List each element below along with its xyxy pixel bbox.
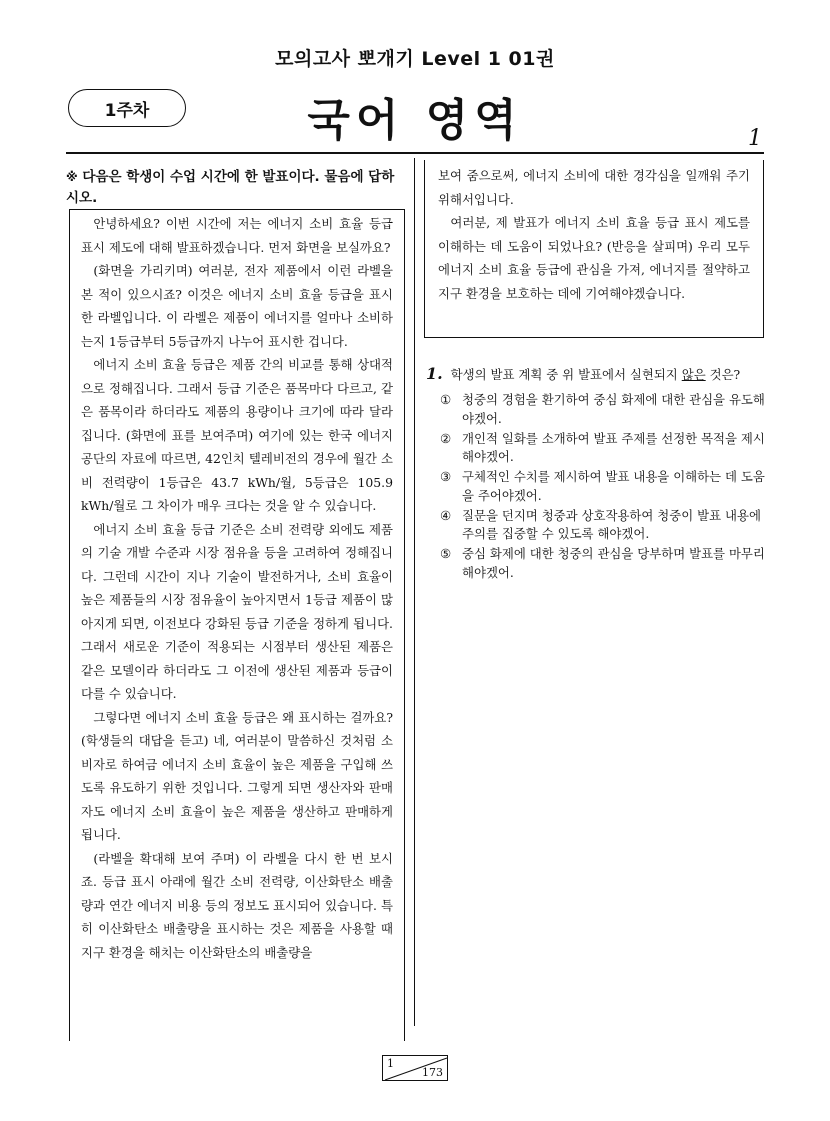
question-stem <box>426 364 766 385</box>
question-stem-text: 학생의 발표 계획 중 위 발표에서 실현되지 <box>450 367 682 382</box>
instruction-text: 다음은 학생이 수업 시간에 한 발표이다. 물음에 답하시오. <box>66 169 395 206</box>
page-current: 1 <box>387 1057 394 1070</box>
passage-paragraph: 안녕하세요? 이번 시간에 저는 에너지 소비 효율 등급 표시 제도에 대해 발표하겠습니다. 먼저 화면을 보실까요? <box>81 216 393 255</box>
choice-text: 질문을 던지며 청중과 상호작용하여 청중이 발표 내용에 주의를 집중할 수 있도록 해야겠어. <box>462 507 761 541</box>
page-counter <box>382 1055 448 1081</box>
choice-text: 구체적인 수치를 제시하여 발표 내용을 이해하는 데 도움을 주어야겠어. <box>462 469 765 503</box>
question-1 <box>426 364 766 584</box>
passage-paragraph: 에너지 소비 효율 등급은 제품 간의 비교를 통해 상대적으로 정해집니다. 그래서 등급 기준은 품목마다 다르고, 같은 품목이라 하더라도 제품의 용량이나 크기에 따라 달라집니다. (화면에 표를 보여주며) 여기에 있는 한국 에너지 공단의 자료에 따르면, 42인치 텔레비전의 경우에 월간 소비 전력량이 1등급은 43.7 kWh/월, 5등급은 105.9 kWh/월로 그 차이가 매우 크다는 것을 알 수 있습니다. <box>81 357 393 513</box>
choice-number: ② <box>440 430 452 446</box>
choice-4[interactable] <box>426 507 766 544</box>
passage-paragraph: 여러분, 제 발표가 에너지 소비 효율 등급 표시 제도를 이해하는 데 도움이 되었나요? (반응을 살피며) 우리 모두 에너지 소비 효율 등급에 관심을 가져, 에너지를 절약하고 지구 환경을 보호하는 데에 기여해야겠습니다. <box>438 215 750 301</box>
passage-paragraph: (라벨을 확대해 보여 주며) 이 라벨을 다시 한 번 보시죠. 등급 표시 아래에 월간 소비 전력량, 이산화탄소 배출량과 연간 에너지 비용 등의 정보도 표시되어 있습니다. 특히 이산화탄소 배출량을 표시하는 것은 제품을 사용할 때 지구 환경을 해치는 이산화탄소의 배출량을 <box>81 850 393 960</box>
answer-choices <box>426 391 766 582</box>
passage-paragraph: 보여 줌으로써, 에너지 소비에 대한 경각심을 일깨워 주기 위해서입니다. <box>438 168 750 207</box>
choice-2[interactable] <box>426 430 766 467</box>
passage-box-right <box>424 160 764 338</box>
passage-box-left <box>69 209 405 1041</box>
choice-1[interactable] <box>426 391 766 428</box>
question-number: 1. <box>426 364 443 383</box>
week-badge: 1주차 <box>68 89 186 127</box>
choice-3[interactable] <box>426 468 766 505</box>
choice-text: 청중의 경험을 환기하여 중심 화제에 대한 관심을 유도해야겠어. <box>462 392 765 426</box>
passage-paragraph: (화면을 가리키며) 여러분, 전자 제품에서 이런 라벨을 본 적이 있으시죠? 이것은 에너지 소비 효율 등급을 표시한 라벨입니다. 이 라벨은 제품이 에너지를 얼마나 소비하는지 1등급부터 5등급까지 나누어 표시한 겁니다. <box>81 263 393 349</box>
subject-title: 국어 영역 <box>307 95 523 146</box>
series-title: 모의고사 뽀개기 Level 1 01권 <box>275 48 555 70</box>
header-rule <box>66 152 764 154</box>
choice-text: 중심 화제에 대한 청중의 관심을 당부하며 발표를 마무리해야겠어. <box>462 546 765 580</box>
instruction <box>66 167 406 209</box>
page-total: 173 <box>422 1066 443 1079</box>
passage-paragraph: 에너지 소비 효율 등급 기준은 소비 전력량 외에도 제품의 기술 개발 수준과 시장 점유율 등을 고려하여 정해집니다. 그런데 시간이 지나 기술이 발전하거나, 소비 효율이 높은 제품들의 시장 점유율이 높아지면서 1등급 제품이 많아지게 되면, 이전보다 강화된 등급 기준을 정하게 됩니다. 그래서 새로운 기준이 적용되는 시점부터 생산된 제품은 같은 모델이라 하더라도 그 이전에 생산된 제품과 등급이 다를 수 있습니다. <box>81 521 393 701</box>
choice-number: ① <box>440 392 452 407</box>
instruction-mark: ※ <box>66 170 78 184</box>
page-number: 1 <box>748 126 762 151</box>
passage-paragraph: 그렇다면 에너지 소비 효율 등급은 왜 표시하는 걸까요? (학생들의 대답을 듣고) 네, 여러분이 말씀하신 것처럼 소비자로 하여금 에너지 소비 효율이 높은 제품을 구입해 쓰도록 유도하기 위한 것입니다. 그렇게 되면 생산자와 판매자도 에너지 소비 효율이 높은 제품을 생산하고 판매하게 됩니다. <box>81 709 393 842</box>
column-divider <box>414 158 415 1026</box>
question-stem-underlined: 않은 <box>681 367 706 382</box>
choice-text: 개인적 일화를 소개하여 발표 주제를 선정한 목적을 제시해야겠어. <box>462 430 765 464</box>
choice-number: ③ <box>440 469 452 484</box>
choice-5[interactable] <box>426 545 766 582</box>
choice-number: ⑤ <box>440 546 452 561</box>
choice-number: ④ <box>440 507 452 523</box>
question-stem-end: 것은? <box>705 367 741 382</box>
